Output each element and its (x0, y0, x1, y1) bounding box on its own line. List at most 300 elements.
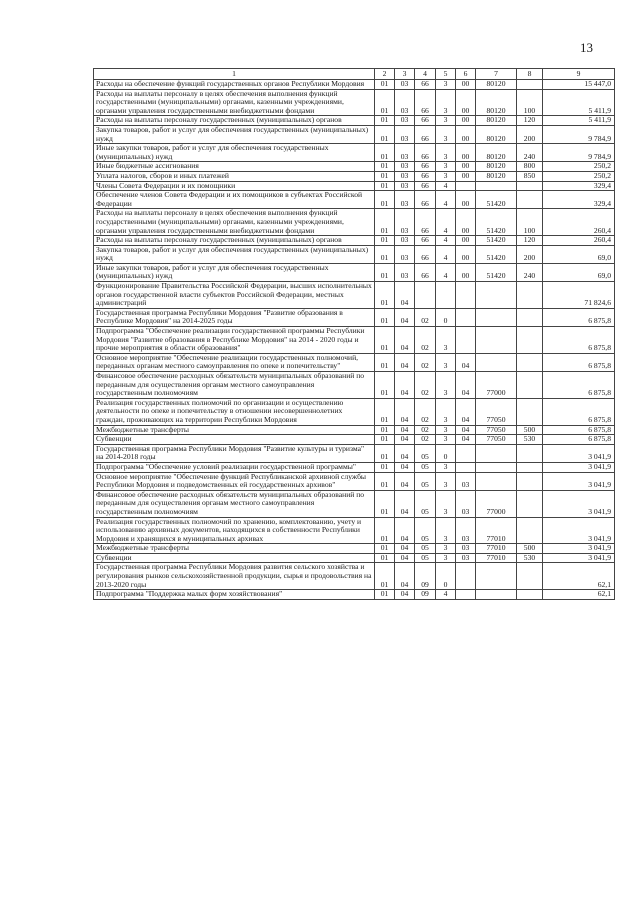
row-code-c8: 530 (517, 553, 543, 563)
row-code-c5: 4 (436, 181, 456, 191)
column-header: 7 (476, 69, 517, 80)
table-row (94, 282, 615, 309)
row-code-c2: 01 (375, 263, 395, 281)
row-code-c7: 80120 (476, 80, 517, 90)
row-description: Расходы на выплаты персоналу в целях обеспечения выполнения функций государственными (муниципальными) органами, казенными учреждениями, органами управления государственными внебюджетными фондами (94, 89, 375, 116)
row-description: Расходы на выплаты персоналу государственных (муниципальных) органов (94, 116, 375, 126)
row-code-c7 (476, 472, 517, 490)
row-code-c8 (517, 398, 543, 425)
table-row (94, 372, 615, 399)
row-code-c6: 00 (456, 144, 476, 162)
row-code-c4: 66 (415, 245, 436, 263)
row-code-c5: 3 (436, 425, 456, 435)
row-code-c7 (476, 308, 517, 326)
row-description: Финансовое обеспечение расходных обязательств муниципальных образований по переданным для осуществления органам местного самоуправления государственным полномочиям (94, 490, 375, 517)
row-code-c4: 66 (415, 80, 436, 90)
table-row (94, 125, 615, 143)
row-code-c2: 01 (375, 435, 395, 445)
row-description: Закупка товаров, работ и услуг для обеспечения государственных (муниципальных) нужд (94, 245, 375, 263)
page-number: 13 (580, 40, 593, 55)
row-code-c3: 04 (395, 444, 415, 462)
row-code-c6: 03 (456, 553, 476, 563)
row-code-c6 (456, 590, 476, 600)
row-code-c4: 02 (415, 425, 436, 435)
column-header: 3 (395, 69, 415, 80)
row-code-c4: 09 (415, 590, 436, 600)
row-description: Межбюджетные трансферты (94, 425, 375, 435)
row-code-c3: 03 (395, 144, 415, 162)
row-amount: 62,1 (543, 563, 615, 590)
row-code-c4: 66 (415, 162, 436, 172)
row-code-c3: 03 (395, 181, 415, 191)
table-row (94, 472, 615, 490)
row-code-c8: 500 (517, 544, 543, 554)
row-code-c7: 80120 (476, 89, 517, 116)
row-code-c3: 04 (395, 590, 415, 600)
row-code-c6: 03 (456, 472, 476, 490)
row-amount: 5 411,9 (543, 116, 615, 126)
row-code-c5: 3 (436, 353, 456, 371)
row-code-c3: 04 (395, 282, 415, 309)
row-amount: 9 784,9 (543, 144, 615, 162)
row-code-c2: 01 (375, 245, 395, 263)
row-code-c4: 66 (415, 236, 436, 246)
row-code-c5: 3 (436, 116, 456, 126)
row-amount: 15 447,0 (543, 80, 615, 90)
row-code-c4: 66 (415, 171, 436, 181)
row-code-c4: 66 (415, 209, 436, 236)
row-code-c6: 04 (456, 398, 476, 425)
table-row (94, 236, 615, 246)
row-description: Обеспечение членов Совета Федерации и их помощников в субъектах Российской Федерации (94, 191, 375, 209)
row-code-c7 (476, 462, 517, 472)
row-code-c8: 200 (517, 245, 543, 263)
row-code-c6: 00 (456, 209, 476, 236)
row-code-c2: 01 (375, 181, 395, 191)
row-code-c3: 03 (395, 209, 415, 236)
row-code-c7: 80120 (476, 162, 517, 172)
row-code-c2: 01 (375, 308, 395, 326)
table-row (94, 263, 615, 281)
row-code-c7: 77010 (476, 553, 517, 563)
row-code-c4: 02 (415, 308, 436, 326)
row-code-c3: 04 (395, 544, 415, 554)
row-code-c5: 3 (436, 472, 456, 490)
row-code-c4: 05 (415, 444, 436, 462)
row-amount: 250,2 (543, 171, 615, 181)
row-code-c7 (476, 563, 517, 590)
row-code-c4: 66 (415, 89, 436, 116)
row-code-c5: 0 (436, 308, 456, 326)
row-code-c6 (456, 181, 476, 191)
row-code-c8 (517, 490, 543, 517)
row-code-c2: 01 (375, 425, 395, 435)
row-description: Подпрограмма "Обеспечение условий реализации государственной программы" (94, 462, 375, 472)
row-code-c3: 04 (395, 490, 415, 517)
row-code-c5: 3 (436, 89, 456, 116)
row-code-c8: 240 (517, 144, 543, 162)
row-amount: 329,4 (543, 191, 615, 209)
row-code-c7: 80120 (476, 171, 517, 181)
row-code-c8 (517, 444, 543, 462)
row-description: Государственная программа Республики Мордовия развития сельского хозяйства и регулирования рынков сельскохозяйственной продукции, сырья и продовольствия на 2013-2020 годы (94, 563, 375, 590)
row-description: Реализация государственных полномочий по хранению, комплектованию, учету и использованию архивных документов, находящихся в собственности Республики Мордовия и хранящихся в муниципальных архивах (94, 517, 375, 544)
row-code-c2: 01 (375, 590, 395, 600)
row-code-c8: 800 (517, 162, 543, 172)
table-row (94, 245, 615, 263)
row-code-c6: 00 (456, 263, 476, 281)
column-header: 6 (456, 69, 476, 80)
row-amount: 3 041,9 (543, 544, 615, 554)
row-code-c3: 04 (395, 327, 415, 354)
table-row (94, 398, 615, 425)
row-code-c7: 51420 (476, 236, 517, 246)
row-code-c5: 4 (436, 236, 456, 246)
row-description: Государственная программа Республики Мордовия "Развитие образования в Республике Мордовия" на 2014-2025 годы (94, 308, 375, 326)
row-code-c4: 02 (415, 327, 436, 354)
row-code-c2: 01 (375, 563, 395, 590)
table-row (94, 89, 615, 116)
row-code-c6: 00 (456, 191, 476, 209)
budget-table (93, 68, 615, 600)
row-code-c6: 03 (456, 544, 476, 554)
table-row (94, 544, 615, 554)
table-row (94, 308, 615, 326)
row-code-c4: 66 (415, 181, 436, 191)
table-row (94, 435, 615, 445)
row-code-c4 (415, 282, 436, 309)
row-code-c4: 05 (415, 472, 436, 490)
row-code-c6 (456, 444, 476, 462)
row-code-c2: 01 (375, 444, 395, 462)
row-code-c7: 51420 (476, 209, 517, 236)
row-code-c6: 04 (456, 435, 476, 445)
column-header: 9 (543, 69, 615, 80)
row-description: Субвенции (94, 553, 375, 563)
row-description: Иные закупки товаров, работ и услуг для обеспечения государственных (муниципальных) нужд (94, 263, 375, 281)
row-amount: 9 784,9 (543, 125, 615, 143)
row-amount: 3 041,9 (543, 462, 615, 472)
table-row (94, 116, 615, 126)
table-row (94, 191, 615, 209)
row-code-c2: 01 (375, 544, 395, 554)
row-code-c5: 3 (436, 544, 456, 554)
row-code-c7 (476, 282, 517, 309)
row-code-c7 (476, 353, 517, 371)
row-code-c5: 3 (436, 553, 456, 563)
row-code-c8: 530 (517, 435, 543, 445)
row-description: Уплата налогов, сборов и иных платежей (94, 171, 375, 181)
table-row (94, 462, 615, 472)
row-code-c5: 0 (436, 444, 456, 462)
row-code-c6 (456, 327, 476, 354)
row-code-c4: 66 (415, 263, 436, 281)
row-code-c2: 01 (375, 116, 395, 126)
row-amount: 71 824,6 (543, 282, 615, 309)
row-code-c3: 04 (395, 398, 415, 425)
row-description: Субвенции (94, 435, 375, 445)
row-description: Иные бюджетные ассигнования (94, 162, 375, 172)
row-amount: 3 041,9 (543, 490, 615, 517)
row-code-c3: 04 (395, 308, 415, 326)
row-amount: 6 875,8 (543, 425, 615, 435)
row-code-c3: 04 (395, 563, 415, 590)
row-code-c7 (476, 590, 517, 600)
row-description: Основное мероприятие "Обеспечение функций Республиканской архивной службы Республики Мордовия и подведомственных ей государственных архивов" (94, 472, 375, 490)
row-code-c3: 04 (395, 353, 415, 371)
row-amount: 5 411,9 (543, 89, 615, 116)
row-code-c6: 00 (456, 89, 476, 116)
row-code-c2: 01 (375, 553, 395, 563)
table-row (94, 425, 615, 435)
row-code-c5: 3 (436, 327, 456, 354)
row-code-c2: 01 (375, 372, 395, 399)
row-code-c2: 01 (375, 282, 395, 309)
row-code-c8 (517, 181, 543, 191)
row-code-c3: 04 (395, 425, 415, 435)
row-code-c4: 66 (415, 144, 436, 162)
row-code-c7: 77000 (476, 372, 517, 399)
row-code-c3: 04 (395, 553, 415, 563)
row-code-c5: 3 (436, 125, 456, 143)
row-code-c5 (436, 282, 456, 309)
row-code-c6 (456, 462, 476, 472)
row-code-c6: 00 (456, 125, 476, 143)
row-code-c4: 05 (415, 517, 436, 544)
row-code-c8 (517, 191, 543, 209)
row-code-c5: 4 (436, 263, 456, 281)
table-row (94, 590, 615, 600)
row-amount: 62,1 (543, 590, 615, 600)
row-code-c2: 01 (375, 490, 395, 517)
header-row (94, 69, 615, 80)
row-code-c5: 3 (436, 80, 456, 90)
row-description: Расходы на обеспечение функций государственных органов Республики Мордовия (94, 80, 375, 90)
row-code-c2: 01 (375, 327, 395, 354)
row-amount: 329,4 (543, 181, 615, 191)
row-code-c6: 04 (456, 372, 476, 399)
row-amount: 260,4 (543, 209, 615, 236)
row-code-c2: 01 (375, 517, 395, 544)
row-code-c7 (476, 327, 517, 354)
row-code-c4: 05 (415, 553, 436, 563)
row-code-c2: 01 (375, 353, 395, 371)
row-code-c2: 01 (375, 462, 395, 472)
row-code-c7: 51420 (476, 245, 517, 263)
row-code-c3: 04 (395, 435, 415, 445)
row-code-c8 (517, 327, 543, 354)
row-amount: 260,4 (543, 236, 615, 246)
row-amount: 6 875,8 (543, 353, 615, 371)
row-code-c7: 77010 (476, 544, 517, 554)
table-row (94, 517, 615, 544)
row-code-c8 (517, 563, 543, 590)
row-code-c5: 3 (436, 517, 456, 544)
row-code-c7 (476, 181, 517, 191)
row-code-c5: 3 (436, 144, 456, 162)
row-code-c4: 02 (415, 353, 436, 371)
row-code-c6 (456, 282, 476, 309)
row-code-c5: 3 (436, 462, 456, 472)
row-code-c3: 03 (395, 236, 415, 246)
row-amount: 3 041,9 (543, 472, 615, 490)
row-code-c6: 03 (456, 490, 476, 517)
column-header: 2 (375, 69, 395, 80)
row-code-c4: 05 (415, 490, 436, 517)
row-code-c8 (517, 590, 543, 600)
row-code-c3: 03 (395, 80, 415, 90)
row-amount: 6 875,8 (543, 327, 615, 354)
row-description: Функционирование Правительства Российской Федерации, высших исполнительных органов государственной власти субъектов Российской Федерации, местных администраций (94, 282, 375, 309)
table-row (94, 553, 615, 563)
row-code-c5: 3 (436, 372, 456, 399)
row-amount: 250,2 (543, 162, 615, 172)
row-code-c3: 04 (395, 517, 415, 544)
row-code-c2: 01 (375, 162, 395, 172)
row-code-c6: 00 (456, 162, 476, 172)
row-description: Расходы на выплаты персоналу государственных (муниципальных) органов (94, 236, 375, 246)
row-description: Подпрограмма "Поддержка малых форм хозяйствования" (94, 590, 375, 600)
row-amount: 6 875,8 (543, 372, 615, 399)
row-code-c3: 03 (395, 263, 415, 281)
column-header: 1 (94, 69, 375, 80)
row-code-c8: 850 (517, 171, 543, 181)
row-code-c8: 120 (517, 116, 543, 126)
row-description: Расходы на выплаты персоналу в целях обеспечения выполнения функций государственными (муниципальными) органами, казенными учреждениями, органами управления государственными внебюджетными фондами (94, 209, 375, 236)
table-row (94, 353, 615, 371)
row-code-c8: 200 (517, 125, 543, 143)
table-row (94, 327, 615, 354)
row-code-c7: 77050 (476, 435, 517, 445)
row-code-c8 (517, 517, 543, 544)
row-code-c5: 3 (436, 398, 456, 425)
row-code-c5: 4 (436, 191, 456, 209)
row-code-c8 (517, 282, 543, 309)
row-amount: 6 875,8 (543, 435, 615, 445)
row-code-c6: 03 (456, 517, 476, 544)
row-description: Основное мероприятие "Обеспечение реализации государственных полномочий, переданных органам местного самоуправления по опеке и попечительству" (94, 353, 375, 371)
row-code-c7: 77000 (476, 490, 517, 517)
row-code-c7: 51420 (476, 263, 517, 281)
table-row (94, 209, 615, 236)
row-code-c8 (517, 80, 543, 90)
row-description: Государственная программа Республики Мордовия "Развитие культуры и туризма" на 2014-2018 годы (94, 444, 375, 462)
row-code-c2: 01 (375, 472, 395, 490)
table-row (94, 144, 615, 162)
row-code-c6: 00 (456, 116, 476, 126)
row-code-c8: 100 (517, 209, 543, 236)
row-code-c4: 02 (415, 372, 436, 399)
row-code-c8 (517, 308, 543, 326)
row-code-c5: 3 (436, 435, 456, 445)
row-description: Межбюджетные трансферты (94, 544, 375, 554)
row-code-c5: 4 (436, 209, 456, 236)
column-header: 4 (415, 69, 436, 80)
row-code-c3: 03 (395, 162, 415, 172)
row-code-c6: 04 (456, 425, 476, 435)
row-code-c6 (456, 563, 476, 590)
row-code-c3: 03 (395, 245, 415, 263)
row-code-c3: 03 (395, 116, 415, 126)
table-row (94, 162, 615, 172)
row-code-c4: 09 (415, 563, 436, 590)
row-code-c3: 04 (395, 372, 415, 399)
column-header: 5 (436, 69, 456, 80)
row-code-c4: 02 (415, 435, 436, 445)
row-code-c3: 03 (395, 89, 415, 116)
row-description: Закупка товаров, работ и услуг для обеспечения государственных (муниципальных) нужд (94, 125, 375, 143)
row-amount: 69,0 (543, 263, 615, 281)
row-code-c6: 00 (456, 236, 476, 246)
table-row (94, 171, 615, 181)
row-code-c2: 01 (375, 171, 395, 181)
row-description: Члены Совета Федерации и их помощники (94, 181, 375, 191)
row-code-c5: 4 (436, 590, 456, 600)
row-code-c6: 00 (456, 171, 476, 181)
row-code-c7: 80120 (476, 116, 517, 126)
row-code-c2: 01 (375, 80, 395, 90)
table-row (94, 181, 615, 191)
table-row (94, 563, 615, 590)
row-code-c4: 05 (415, 462, 436, 472)
row-code-c7: 51420 (476, 191, 517, 209)
row-code-c6: 04 (456, 353, 476, 371)
row-code-c2: 01 (375, 209, 395, 236)
row-code-c3: 03 (395, 125, 415, 143)
table-row (94, 444, 615, 462)
row-description: Иные закупки товаров, работ и услуг для обеспечения государственных (муниципальных) нужд (94, 144, 375, 162)
row-code-c2: 01 (375, 89, 395, 116)
row-code-c7: 77010 (476, 517, 517, 544)
column-header: 8 (517, 69, 543, 80)
row-code-c8: 100 (517, 89, 543, 116)
row-amount: 6 875,8 (543, 398, 615, 425)
row-code-c4: 66 (415, 191, 436, 209)
row-code-c8 (517, 472, 543, 490)
row-description: Подпрограмма "Обеспечение реализации государственной программы Республики Мордовия "Развитие образования в Республике Мордовия" на 2014 - 2020 годы и прочие мероприятия в области образования" (94, 327, 375, 354)
row-code-c2: 01 (375, 144, 395, 162)
table-row (94, 490, 615, 517)
row-code-c2: 01 (375, 191, 395, 209)
row-code-c4: 02 (415, 398, 436, 425)
row-amount: 3 041,9 (543, 553, 615, 563)
row-code-c8 (517, 372, 543, 399)
row-code-c7: 80120 (476, 125, 517, 143)
row-code-c8 (517, 353, 543, 371)
table-row (94, 80, 615, 90)
row-description: Реализация государственных полномочий по организации и осуществлению деятельности по опеке и попечительству в отношении несовершеннолетних граждан, проживающих на территории Республики Мордовия (94, 398, 375, 425)
row-code-c2: 01 (375, 125, 395, 143)
row-code-c8: 120 (517, 236, 543, 246)
row-code-c8: 240 (517, 263, 543, 281)
row-amount: 69,0 (543, 245, 615, 263)
row-code-c3: 03 (395, 171, 415, 181)
row-code-c5: 3 (436, 162, 456, 172)
row-amount: 3 041,9 (543, 517, 615, 544)
row-code-c4: 05 (415, 544, 436, 554)
row-code-c8: 500 (517, 425, 543, 435)
row-code-c2: 01 (375, 236, 395, 246)
row-code-c7: 77050 (476, 398, 517, 425)
row-code-c6: 00 (456, 80, 476, 90)
row-code-c6: 00 (456, 245, 476, 263)
row-code-c8 (517, 462, 543, 472)
row-code-c6 (456, 308, 476, 326)
row-code-c4: 66 (415, 116, 436, 126)
row-code-c5: 3 (436, 490, 456, 517)
row-code-c3: 04 (395, 462, 415, 472)
row-code-c7: 80120 (476, 144, 517, 162)
